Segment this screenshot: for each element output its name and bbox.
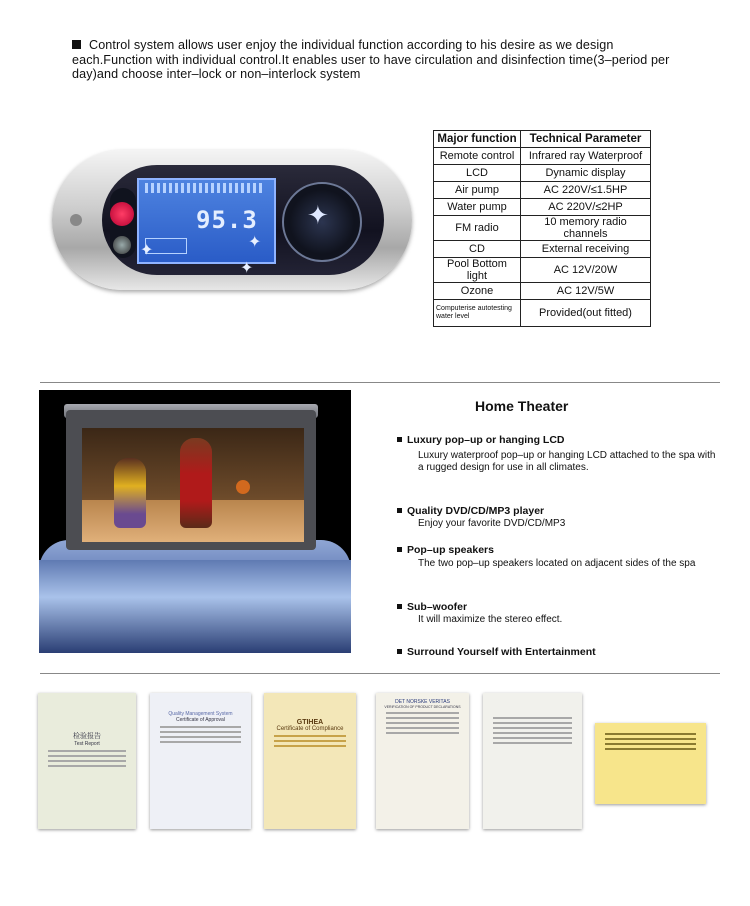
certificate-title: GTIHEA <box>296 719 324 726</box>
technical-parameter-table <box>433 130 651 327</box>
table-cell: Provided(out fitted) <box>521 300 651 327</box>
sparkle-icon: ✦ <box>240 260 254 277</box>
certificate-test-report <box>38 693 136 829</box>
certificate-subtitle: VERIFICATION OF PRODUCT DECLARATIONS <box>384 705 461 709</box>
table-cell: FM radio <box>434 216 521 241</box>
table-header-row <box>434 131 651 148</box>
table-cell: Computerise autotesting water level <box>434 300 521 327</box>
player-figure <box>180 438 212 528</box>
certificate-gtihea <box>264 693 356 829</box>
lcd-frequency: 95.3 <box>196 206 258 234</box>
square-bullet-icon <box>72 40 81 49</box>
square-bullet-icon <box>397 508 402 513</box>
certificate-listing-card <box>595 723 706 804</box>
feature-description: Enjoy your favorite DVD/CD/MP3 <box>418 518 566 529</box>
table-cell: AC 12V/20W <box>521 258 651 283</box>
certificate-title: DET NORSKE VERITAS <box>395 699 450 705</box>
feature-heading: Surround Yourself with Entertainment <box>397 646 596 658</box>
power-button-icon <box>110 202 134 226</box>
table-cell: AC 12V/5W <box>521 283 651 300</box>
certificate-document <box>483 693 582 829</box>
table-cell: AC 220V/≤1.5HP <box>521 182 651 199</box>
table-row <box>434 199 651 216</box>
sparkle-icon: ✦ <box>248 234 262 251</box>
sparkle-icon: ✦ <box>140 242 154 259</box>
lcd-level-bar <box>145 183 265 193</box>
compass-star-icon: ✦ <box>307 200 329 230</box>
table-cell: LCD <box>434 165 521 182</box>
table-row <box>434 182 651 199</box>
feature-description: It will maximize the stereo effect. <box>418 614 563 625</box>
certificate-quality-management <box>150 693 251 829</box>
feature-heading: Quality DVD/CD/MP3 player <box>397 505 544 517</box>
table-header: Technical Parameter <box>521 131 651 148</box>
table-cell: Infrared ray Waterproof <box>521 148 651 165</box>
table-row <box>434 165 651 182</box>
table-cell: 10 memory radio channels <box>521 216 651 241</box>
feature-description: Luxury waterproof pop–up or hanging LCD attached to the spa with a rugged design for use in all climates. <box>418 450 716 473</box>
table-cell: Water pump <box>434 199 521 216</box>
feature-heading: Sub–woofer <box>397 601 467 613</box>
table-cell: Air pump <box>434 182 521 199</box>
table-cell: AC 220V/≤2HP <box>521 199 651 216</box>
certificate-subtitle: Test Report <box>74 741 100 747</box>
square-bullet-icon <box>397 604 402 609</box>
table-cell: Dynamic display <box>521 165 651 182</box>
square-bullet-icon <box>397 649 402 654</box>
square-bullet-icon <box>397 437 402 442</box>
certificate-dnv <box>376 693 469 829</box>
section-divider <box>40 382 720 383</box>
light-button-icon <box>113 236 131 254</box>
intro-text: Control system allows user enjoy the individual function according to his desire as we design each.Function with individual control.It enables user to have circulation and disinfection time(3–period per day)and choose inter–lock or non–interlock system <box>72 38 670 82</box>
table-row <box>434 241 651 258</box>
table-row <box>434 258 651 283</box>
table-row <box>434 283 651 300</box>
table-row <box>434 148 651 165</box>
speaker-grille-icon <box>70 214 82 226</box>
table-header: Major function <box>434 131 521 148</box>
certificate-title: Quality Management System <box>168 711 233 717</box>
table-row <box>434 300 651 327</box>
home-theater-title: Home Theater <box>475 398 569 414</box>
table-cell: Ozone <box>434 283 521 300</box>
feature-heading: Luxury pop–up or hanging LCD <box>397 434 565 446</box>
table-cell: CD <box>434 241 521 258</box>
table-cell: External receiving <box>521 241 651 258</box>
table-cell: Pool Bottom light <box>434 258 521 283</box>
spa-water <box>39 560 351 653</box>
basketball-icon <box>236 480 250 494</box>
section-divider <box>40 673 720 674</box>
certificate-subtitle: Certificate of Compliance <box>276 726 344 732</box>
feature-description: The two pop–up speakers located on adjacent sides of the spa <box>418 558 696 569</box>
square-bullet-icon <box>397 547 402 552</box>
player-figure <box>114 458 146 528</box>
intro-paragraph <box>72 38 672 82</box>
certificate-title: 检验报告 <box>73 733 101 740</box>
feature-heading: Pop–up speakers <box>397 544 494 556</box>
table-cell: Remote control <box>434 148 521 165</box>
certificate-subtitle: Certificate of Approval <box>176 717 225 723</box>
table-row <box>434 216 651 241</box>
